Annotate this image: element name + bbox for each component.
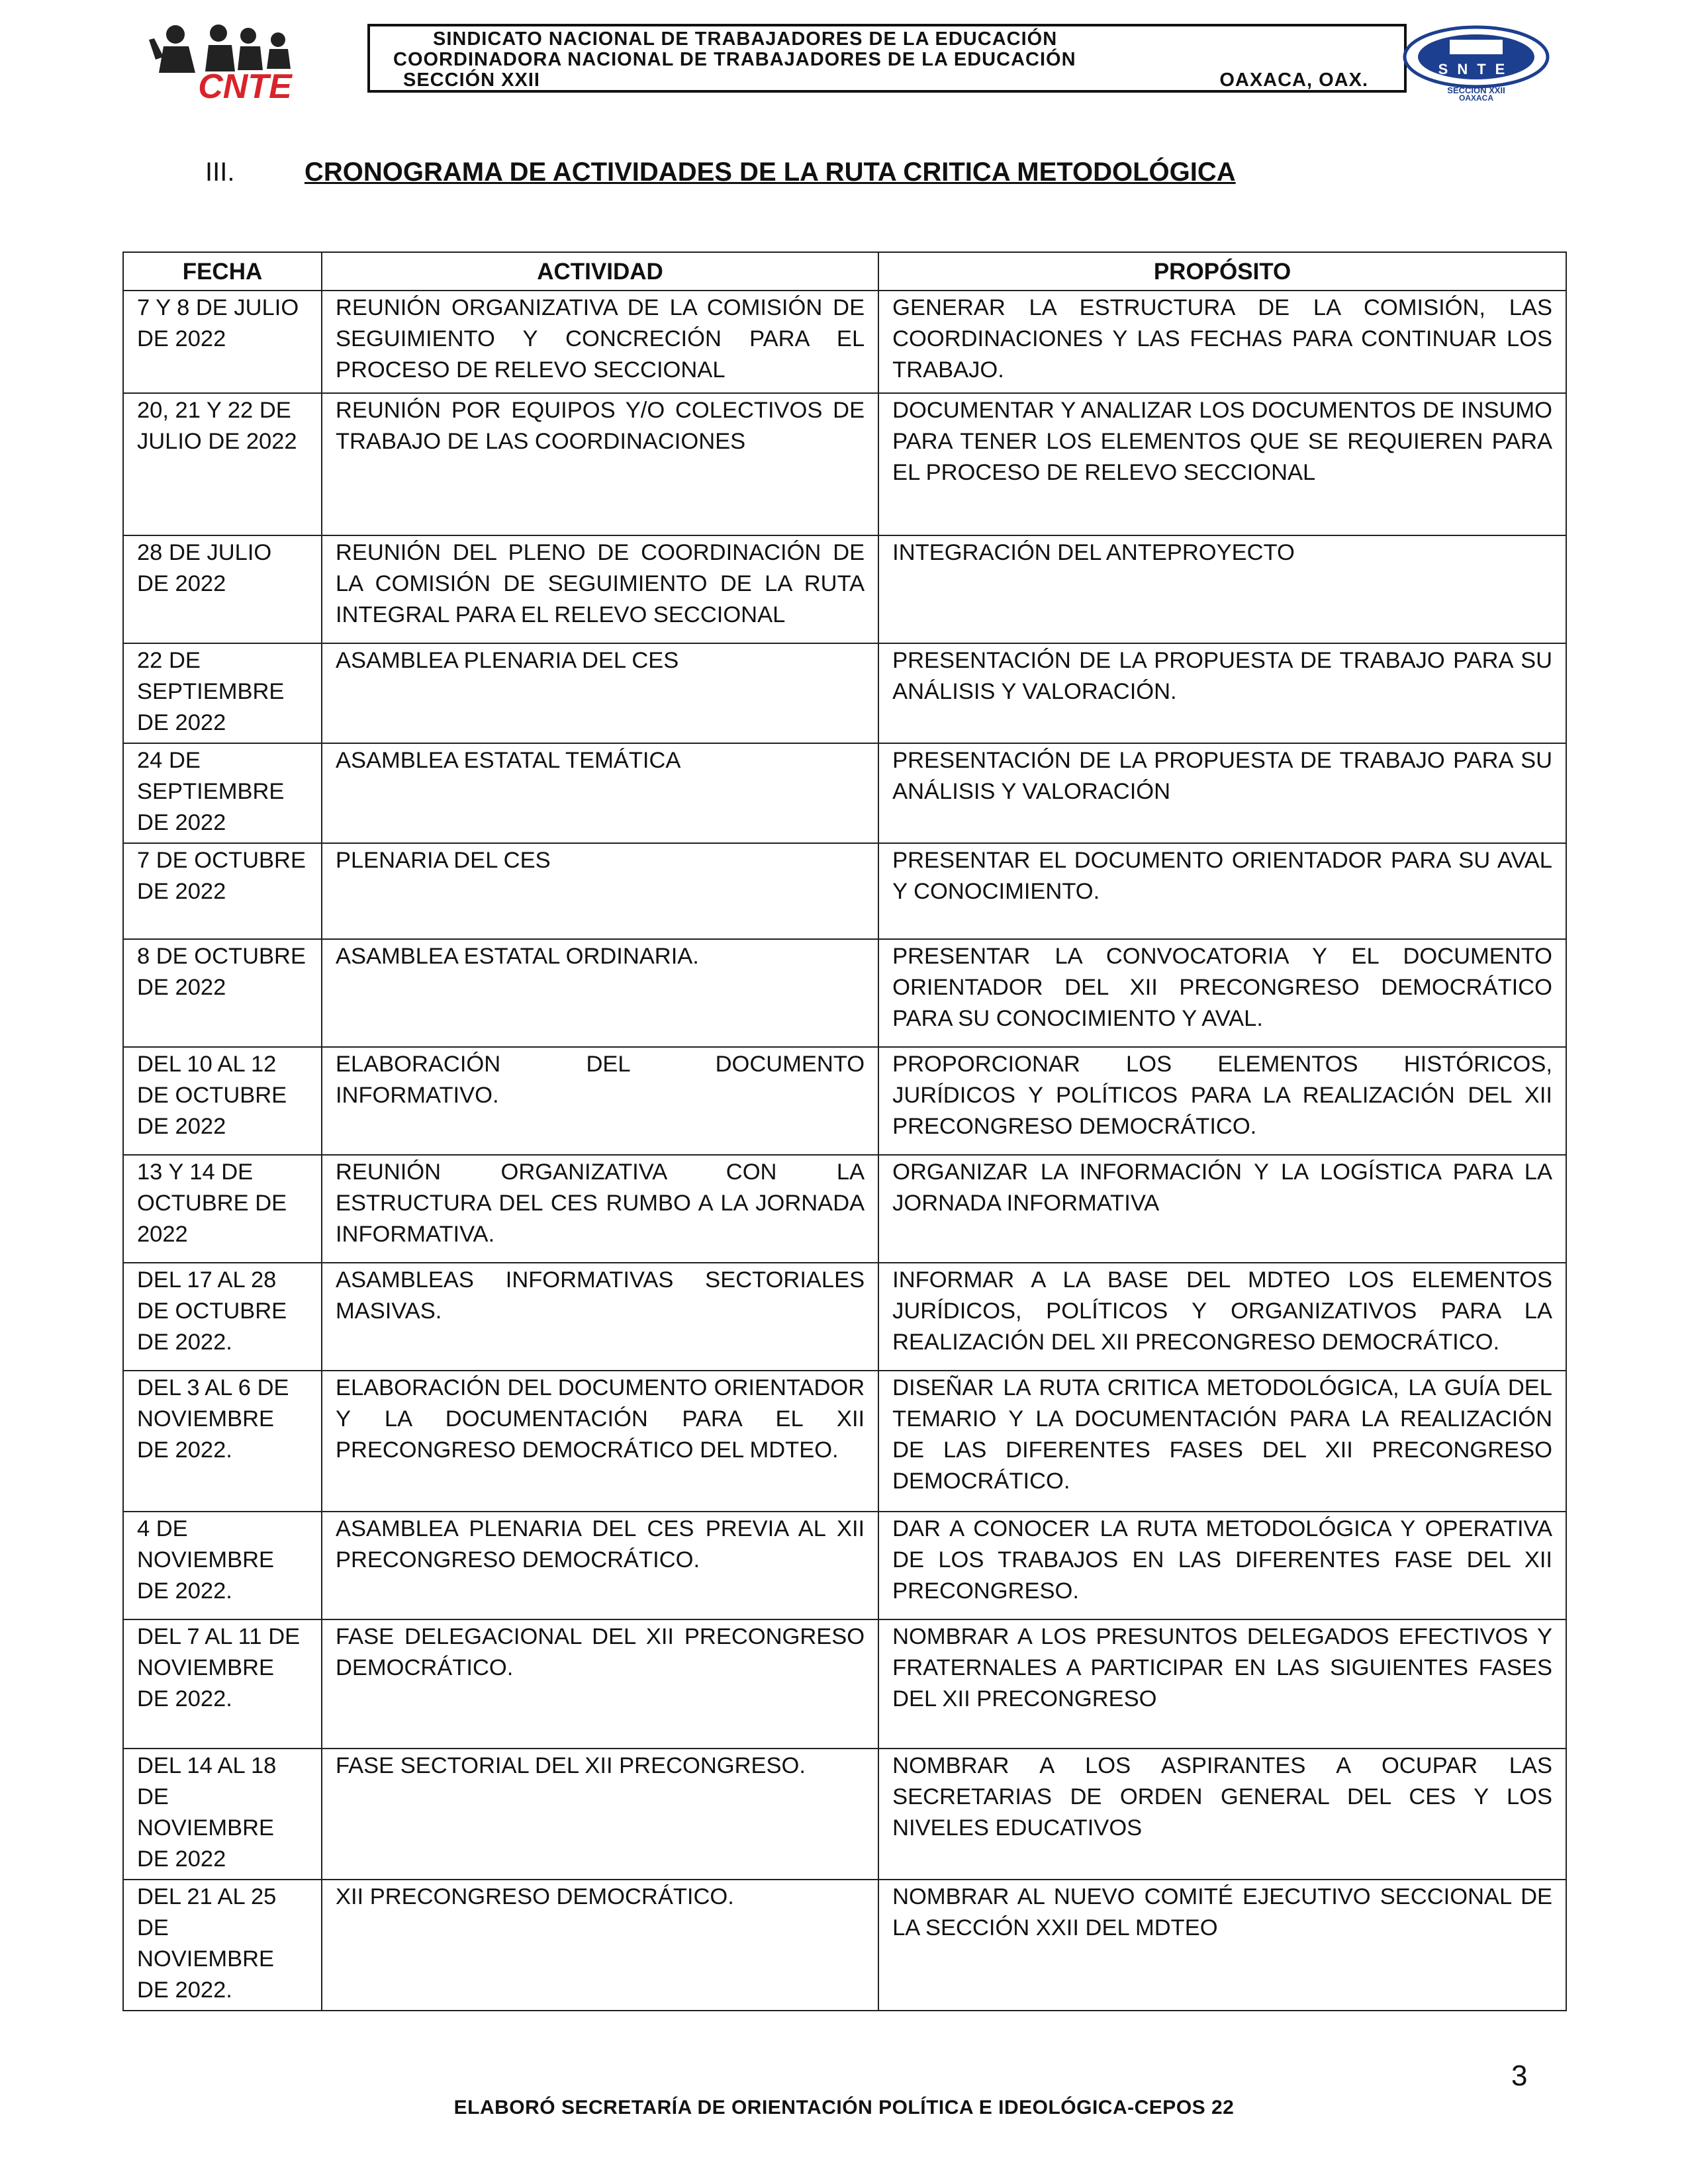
header-section: SECCIÓN XXII bbox=[403, 69, 540, 91]
activity-cell: XII PRECONGRESO DEMOCRÁTICO. bbox=[322, 1880, 878, 2011]
purpose-cell: PRESENTAR LA CONVOCATORIA Y EL DOCUMENTO ORIENTADOR DEL XII PRECONGRESO DEMOCRÁTICO PARA SU CONOCIMIENTO Y AVAL. bbox=[878, 939, 1566, 1047]
date-cell: 24 DE SEPTIEMBRE DE 2022 bbox=[123, 743, 322, 843]
date-cell: 4 DE NOVIEMBRE DE 2022. bbox=[123, 1512, 322, 1619]
table-row bbox=[123, 1512, 1566, 1619]
purpose-cell: DISEÑAR LA RUTA CRITICA METODOLÓGICA, LA GUÍA DEL TEMARIO Y LA DOCUMENTACIÓN PARA LA REALIZACIÓN DE LAS DIFERENTES FASES DEL XII PRECONGRESO DEMOCRÁTICO. bbox=[878, 1371, 1566, 1512]
purpose-cell: DAR A CONOCER LA RUTA METODOLÓGICA Y OPERATIVA DE LOS TRABAJOS EN LAS DIFERENTES FASE DEL XII PRECONGRESO. bbox=[878, 1512, 1566, 1619]
date-cell: DEL 7 AL 11 DE NOVIEMBRE DE 2022. bbox=[123, 1619, 322, 1749]
date-cell: DEL 17 AL 28 DE OCTUBRE DE 2022. bbox=[123, 1263, 322, 1371]
activity-cell: REUNIÓN POR EQUIPOS Y/O COLECTIVOS DE TRABAJO DE LAS COORDINACIONES bbox=[322, 393, 878, 535]
date-cell: 7 DE OCTUBRE DE 2022 bbox=[123, 843, 322, 939]
table-row bbox=[123, 1371, 1566, 1512]
header-line-3 bbox=[390, 70, 1384, 91]
purpose-cell: NOMBRAR A LOS PRESUNTOS DELEGADOS EFECTIVOS Y FRATERNALES A PARTICIPAR EN LAS SIGUIENTES FASES DEL XII PRECONGRESO bbox=[878, 1619, 1566, 1749]
purpose-cell: ORGANIZAR LA INFORMACIÓN Y LA LOGÍSTICA PARA LA JORNADA INFORMATIVA bbox=[878, 1155, 1566, 1263]
purpose-cell: NOMBRAR A LOS ASPIRANTES A OCUPAR LAS SECRETARIAS DE ORDEN GENERAL DEL CES Y LOS NIVELES EDUCATIVOS bbox=[878, 1749, 1566, 1880]
purpose-cell: PRESENTACIÓN DE LA PROPUESTA DE TRABAJO PARA SU ANÁLISIS Y VALORACIÓN. bbox=[878, 643, 1566, 743]
purpose-cell: NOMBRAR AL NUEVO COMITÉ EJECUTIVO SECCIONAL DE LA SECCIÓN XXII DEL MDTEO bbox=[878, 1880, 1566, 2011]
table-row bbox=[123, 1155, 1566, 1263]
union-header-box bbox=[367, 24, 1407, 93]
cnte-logo-text: CNTE bbox=[198, 68, 292, 103]
activity-cell: ASAMBLEAS INFORMATIVAS SECTORIALES MASIVAS. bbox=[322, 1263, 878, 1371]
date-cell: 13 Y 14 DE OCTUBRE DE 2022 bbox=[123, 1155, 322, 1263]
date-cell: DEL 21 AL 25 DE NOVIEMBRE DE 2022. bbox=[123, 1880, 322, 2011]
section-title: CRONOGRAMA DE ACTIVIDADES DE LA RUTA CRITICA METODOLÓGICA bbox=[305, 158, 1236, 187]
activities-schedule-table bbox=[122, 251, 1567, 2011]
page-footer: ELABORÓ SECRETARÍA DE ORIENTACIÓN POLÍTICA E IDEOLÓGICA-CEPOS 22 bbox=[453, 2097, 1235, 2118]
purpose-cell: GENERAR LA ESTRUCTURA DE LA COMISIÓN, LAS COORDINACIONES Y LAS FECHAS PARA CONTINUAR LOS TRABAJO. bbox=[878, 291, 1566, 393]
column-header-fecha: FECHA bbox=[123, 252, 322, 291]
table-row bbox=[123, 1880, 1566, 2011]
activity-cell: ELABORACIÓN DEL DOCUMENTO INFORMATIVO. bbox=[322, 1047, 878, 1155]
activity-cell: REUNIÓN ORGANIZATIVA CON LA ESTRUCTURA DEL CES RUMBO A LA JORNADA INFORMATIVA. bbox=[322, 1155, 878, 1263]
table-row bbox=[123, 1749, 1566, 1880]
snte-seal bbox=[1400, 25, 1552, 101]
table-row bbox=[123, 643, 1566, 743]
header-line-1: SINDICATO NACIONAL DE TRABAJADORES DE LA EDUCACIÓN bbox=[433, 28, 1058, 50]
table-row bbox=[123, 843, 1566, 939]
table-header-row bbox=[123, 252, 1566, 291]
table-row bbox=[123, 1047, 1566, 1155]
table-row bbox=[123, 1263, 1566, 1371]
activity-cell: FASE DELEGACIONAL DEL XII PRECONGRESO DEMOCRÁTICO. bbox=[322, 1619, 878, 1749]
snte-seal-section: SECCIÓN XXII bbox=[1447, 85, 1505, 95]
table-row bbox=[123, 291, 1566, 393]
activity-cell: FASE SECTORIAL DEL XII PRECONGRESO. bbox=[322, 1749, 878, 1880]
activity-cell: ASAMBLEA ESTATAL ORDINARIA. bbox=[322, 939, 878, 1047]
activity-cell: REUNIÓN DEL PLENO DE COORDINACIÓN DE LA COMISIÓN DE SEGUIMIENTO DE LA RUTA INTEGRAL PARA EL RELEVO SECCIONAL bbox=[322, 535, 878, 643]
table-row bbox=[123, 939, 1566, 1047]
table-row bbox=[123, 393, 1566, 535]
purpose-cell: PROPORCIONAR LOS ELEMENTOS HISTÓRICOS, JURÍDICOS Y POLÍTICOS PARA LA REALIZACIÓN DEL XII PRECONGRESO DEMOCRÁTICO. bbox=[878, 1047, 1566, 1155]
table-row bbox=[123, 1619, 1566, 1749]
activity-cell: PLENARIA DEL CES bbox=[322, 843, 878, 939]
purpose-cell: PRESENTACIÓN DE LA PROPUESTA DE TRABAJO PARA SU ANÁLISIS Y VALORACIÓN bbox=[878, 743, 1566, 843]
table-row bbox=[123, 535, 1566, 643]
activity-cell: ASAMBLEA PLENARIA DEL CES PREVIA AL XII PRECONGRESO DEMOCRÁTICO. bbox=[322, 1512, 878, 1619]
column-header-actividad: ACTIVIDAD bbox=[322, 252, 878, 291]
date-cell: 7 Y 8 DE JULIO DE 2022 bbox=[123, 291, 322, 393]
activity-cell: ASAMBLEA PLENARIA DEL CES bbox=[322, 643, 878, 743]
snte-seal-text: SNTE bbox=[1438, 61, 1515, 77]
table-row bbox=[123, 743, 1566, 843]
date-cell: 20, 21 Y 22 DE JULIO DE 2022 bbox=[123, 393, 322, 535]
date-cell: 8 DE OCTUBRE DE 2022 bbox=[123, 939, 322, 1047]
header-location: OAXACA, OAX. bbox=[1219, 69, 1368, 91]
section-number: III. bbox=[205, 158, 235, 187]
purpose-cell: INTEGRACIÓN DEL ANTEPROYECTO bbox=[878, 535, 1566, 643]
column-header-proposito: PROPÓSITO bbox=[878, 252, 1566, 291]
header-line-2: COORDINADORA NACIONAL DE TRABAJADORES DE LA EDUCACIÓN bbox=[393, 49, 1076, 70]
cnte-logo bbox=[149, 20, 341, 103]
date-cell: DEL 3 AL 6 DE NOVIEMBRE DE 2022. bbox=[123, 1371, 322, 1512]
activity-cell: REUNIÓN ORGANIZATIVA DE LA COMISIÓN DE SEGUIMIENTO Y CONCRECIÓN PARA EL PROCESO DE RELEVO SECCIONAL bbox=[322, 291, 878, 393]
purpose-cell: DOCUMENTAR Y ANALIZAR LOS DOCUMENTOS DE INSUMO PARA TENER LOS ELEMENTOS QUE SE REQUIEREN PARA EL PROCESO DE RELEVO SECCIONAL bbox=[878, 393, 1566, 535]
date-cell: DEL 10 AL 12 DE OCTUBRE DE 2022 bbox=[123, 1047, 322, 1155]
date-cell: DEL 14 AL 18 DE NOVIEMBRE DE 2022 bbox=[123, 1749, 322, 1880]
page-number: 3 bbox=[1511, 2060, 1528, 2092]
activity-cell: ASAMBLEA ESTATAL TEMÁTICA bbox=[322, 743, 878, 843]
date-cell: 22 DE SEPTIEMBRE DE 2022 bbox=[123, 643, 322, 743]
purpose-cell: PRESENTAR EL DOCUMENTO ORIENTADOR PARA SU AVAL Y CONOCIMIENTO. bbox=[878, 843, 1566, 939]
snte-seal-city: OAXACA bbox=[1458, 93, 1494, 101]
activity-cell: ELABORACIÓN DEL DOCUMENTO ORIENTADOR Y LA DOCUMENTACIÓN PARA EL XII PRECONGRESO DEMOCRÁTICO DEL MDTEO. bbox=[322, 1371, 878, 1512]
page-header bbox=[149, 20, 1552, 103]
purpose-cell: INFORMAR A LA BASE DEL MDTEO LOS ELEMENTOS JURÍDICOS, POLÍTICOS Y ORGANIZATIVOS PARA LA REALIZACIÓN DEL XII PRECONGRESO DEMOCRÁTICO. bbox=[878, 1263, 1566, 1371]
date-cell: 28 DE JULIO DE 2022 bbox=[123, 535, 322, 643]
